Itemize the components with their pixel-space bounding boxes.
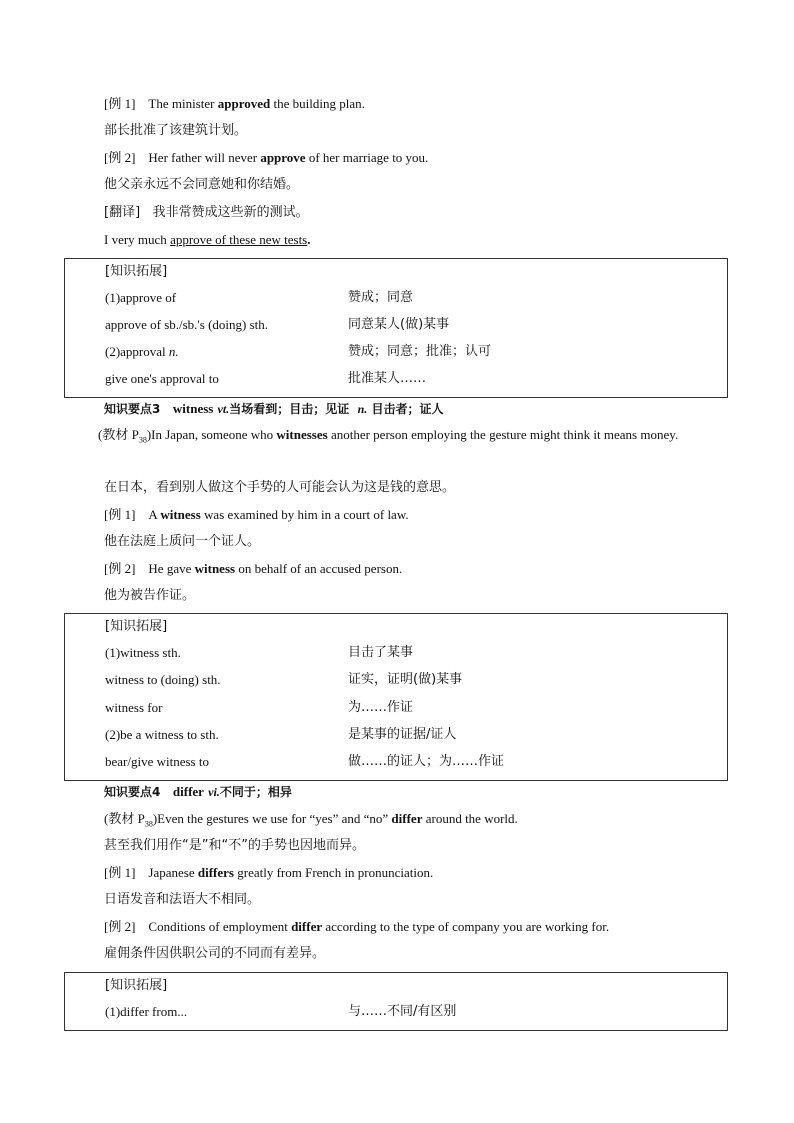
box-row-en: (1)witness sth. <box>105 645 181 660</box>
example-1-witness: [例 1] A witness was examined by him in a court of law. <box>104 507 409 522</box>
box-row-en: witness to (doing) sth. <box>105 672 221 687</box>
translation-exercise: [翻译] 我非常赞成这些新的测试。 <box>104 205 309 220</box>
box-row-en: (2)approval n. <box>105 344 179 359</box>
example-1-translation: 他在法庭上质问一个证人。 <box>104 534 261 549</box>
knowledge-extension-box-witness <box>64 613 728 781</box>
box-row-cn: 赞成；同意 <box>348 290 414 305</box>
textbook-source-witness: (教材 $P_{38})In$ Japan, someone who witnesses another person employing the gesture might think it means money. <box>98 427 679 445</box>
example-2-differ: [例 2] Conditions of employment differ according to the type of company you are working for. <box>104 919 610 934</box>
textbook-source-translation: 在日本，看到别人做这个手势的人可能会认为这是钱的意思。 <box>104 480 456 495</box>
section-heading-witness: 知识要点3 witness vt.当场看到；目击；见证 n. 目击者；证人 <box>104 401 444 416</box>
box-row-en: give one's approval to <box>105 371 219 386</box>
section-heading-differ: 知识要点4 differ vi.不同于；相异 <box>104 784 292 799</box>
box-row-en: approve of sb./sb.'s (doing) sth. <box>105 317 269 332</box>
box-row-cn: 批准某人…… <box>348 371 427 386</box>
knowledge-extension-box-differ <box>64 972 728 1031</box>
example-2-approve: [例 2] Her father will never approve of her marriage to you. <box>104 150 429 165</box>
example-1-translation: 部长批准了该建筑计划。 <box>104 123 248 138</box>
box-row-en: (1)differ from... <box>105 1004 188 1019</box>
box-row-en: witness for <box>105 700 163 715</box>
box-row-cn: 目击了某事 <box>348 645 414 660</box>
box-row-en: bear/give witness to <box>105 754 209 769</box>
box-row-cn: 证实，证明(做)某事 <box>348 672 463 687</box>
example-2-translation: 雇佣条件因供职公司的不同而有差异。 <box>104 946 326 961</box>
box-row-en: (1)approve of <box>105 290 177 305</box>
knowledge-extension-box-approve <box>64 258 728 398</box>
textbook-source-differ: (教材 $P_{38})Even$ the gestures we use for “yes” and “no” differ around the world. <box>104 811 518 829</box>
example-1-translation: 日语发音和法语大不相同。 <box>104 892 261 907</box>
textbook-source-translation: 甚至我们用作“是”和“不”的手势也因地而异。 <box>104 838 365 853</box>
box-title: [知识拓展] <box>105 978 168 993</box>
box-row-cn: 是某事的证据/证人 <box>348 727 457 742</box>
box-title: [知识拓展] <box>105 619 168 634</box>
example-2-translation: 他为被告作证。 <box>104 588 196 603</box>
box-title: [知识拓展] <box>105 264 168 279</box>
box-row-cn: 赞成；同意；批准；认可 <box>348 344 492 359</box>
box-row-en: (2)be a witness to sth. <box>105 727 219 742</box>
example-2-translation: 他父亲永远不会同意她和你结婚。 <box>104 177 300 192</box>
example-1-differ: [例 1] Japanese differs greatly from French in pronunciation. <box>104 865 434 880</box>
example-2-witness: [例 2] He gave witness on behalf of an accused person. <box>104 561 403 576</box>
translation-answer: I very much approve of these new tests. <box>104 232 311 247</box>
box-row-cn: 做……的证人；为……作证 <box>348 754 505 769</box>
box-row-cn: 同意某人(做)某事 <box>348 317 450 332</box>
example-1-approve: [例 1] The minister approved the building plan. <box>104 96 365 111</box>
box-row-cn: 与……不同/有区别 <box>348 1004 457 1019</box>
box-row-cn: 为……作证 <box>348 700 414 715</box>
